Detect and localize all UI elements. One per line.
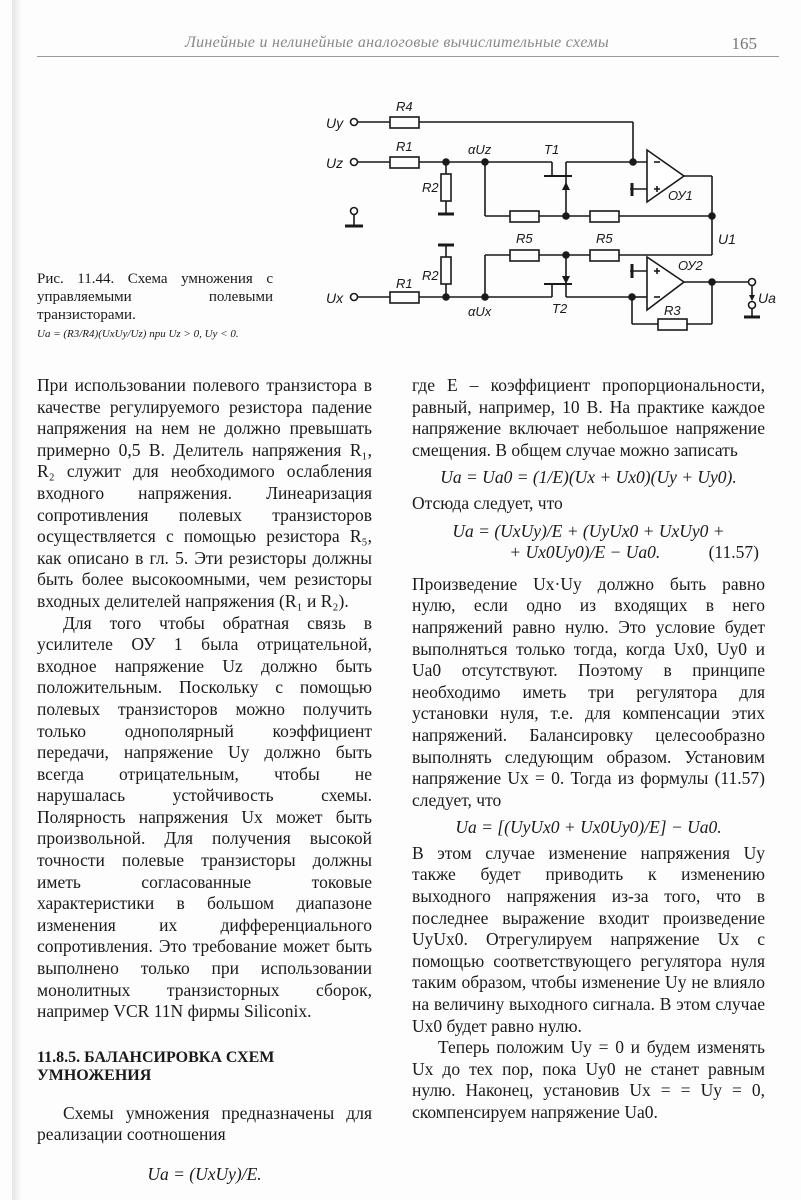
resistor-r5-left	[510, 250, 539, 261]
resistor-r5-mid	[590, 211, 619, 222]
formula: Ua = [(UyUx0 + Ux0Uy0)/E] − Ua0.	[455, 817, 722, 838]
resistor-r2-top	[441, 174, 451, 201]
figure-caption	[37, 270, 273, 343]
uz-terminal	[351, 159, 358, 166]
paragraph: При использовании полевого транзистора в качестве регулируемого резистора падение напряжения на нем не должно превышать примерно 0,5 В. Делитель напряжения R₁, R₂ служит для необходимого ослабления входного напряжения. Линеаризация сопротивления полевых транзисторов осуществляется с помощью резистора R₅, как описано в гл. 5. Эти резисторы должны быть более высокоомными, чем резисторы входных делителей напряжения (R₁ и R₂).	[37, 375, 372, 611]
label-r4: R4	[396, 99, 413, 114]
page-header	[37, 34, 779, 57]
uy-terminal	[351, 119, 358, 126]
paragraph: Схемы умножения предназначены для реализации соотношения	[37, 1102, 372, 1145]
label-r5-right: R5	[596, 231, 613, 246]
t1-arrow	[562, 182, 570, 190]
formula-11-57-line1: Ua = (UxUy)/E + (UyUx0 + UxUy0 +	[452, 520, 725, 541]
uy-input-branch	[351, 117, 634, 162]
paragraph: В этом случае изменение напряжения Uy также будет приводить к изменению выходного напряжения из-за того, что в последнее выражение входит произведение UyUx0. Отрегулируем напряжение Ux с помощью соответствующего регулятора нуля таким образом, чтобы изменение Uy не влияло на величину выходного сигнала. В этом случае Ux0 будет равно нулю.	[412, 842, 765, 1036]
ux-terminal	[351, 294, 358, 301]
multiplier-circuit-diagram	[322, 92, 782, 372]
paragraph: Произведение Ux·Uy должно быть равно нулю, если одно из входящих в него напряжений равно нулю. Это условие будет выполняться только тогда, когда Ux0, Uy0 и Ua0 отсутствуют. Поэтому в принципе необходимо иметь три регулятора для установки нуля, т.е. для компенсации этих напряжений. Балансировку целесообразно выполнять следующим образом. Установим напряжение Ux = 0. Тогда из формулы (11.57) следует, что	[412, 573, 765, 810]
label-alpha-uz: αUz	[468, 142, 492, 157]
formula: Ua = (UxUy)/E.	[147, 1164, 262, 1184]
label-t2: T2	[552, 301, 568, 316]
resistor-r1-top	[390, 157, 419, 168]
page-number: 165	[731, 34, 757, 53]
right-column	[412, 375, 765, 1124]
resistor-r2-bottom	[441, 257, 451, 284]
label-r2-top: R2	[422, 180, 439, 195]
label-r1-bottom: R1	[396, 276, 413, 291]
paragraph: Отсюда следует, что	[412, 492, 563, 513]
section-heading: 11.8.5. БАЛАНСИРОВКА СХЕМ УМНОЖЕНИЯ	[37, 1048, 275, 1084]
label-alpha-ux: αUx	[468, 304, 492, 319]
label-op2: ОУ2	[678, 258, 703, 273]
formula-11-57-line2	[412, 542, 765, 564]
label-r5-left: R5	[516, 231, 533, 246]
page-edge-shadow	[12, 0, 22, 1200]
label-uz: Uz	[326, 155, 344, 171]
label-r3: R3	[664, 303, 681, 318]
resistor-r4	[390, 117, 419, 128]
label-u1: U1	[718, 231, 736, 247]
label-ua: Ua	[758, 290, 776, 306]
circuit-figure	[322, 92, 782, 372]
formula: Ua = Ua0 = (1/E)(Ux + Ux0)(Uy + Uy0).	[440, 467, 737, 488]
resistor-r5-right	[590, 250, 619, 261]
label-r2-bottom: R2	[422, 268, 439, 283]
label-uy: Uy	[326, 115, 344, 131]
formula-number: (11.57)	[708, 542, 759, 563]
ground-symbol	[345, 208, 363, 227]
resistor-r5-feedback-top	[510, 211, 539, 222]
resistor-r3	[658, 319, 687, 330]
formula-body: + Ux0Uy0)/E − Ua0.	[509, 542, 661, 563]
ua-terminal	[749, 279, 756, 286]
running-title: Линейные и нелинейные аналоговые вычислительные схемы	[185, 34, 610, 51]
resistor-r1-bottom	[390, 292, 419, 303]
label-t1: T1	[544, 142, 560, 157]
label-op1: ОУ1	[668, 188, 693, 203]
paragraph: Для того чтобы обратная связь в усилителе ОУ 1 была отрицательной, входное напряжение Uz должно быть положительным. Поскольку с помощью полевых транзисторов можно получить только однополярный коэффициент передачи, напряжение Uy должно быть всегда отрицательным, чтобы не нарушалась устойчивость схемы. Полярность напряжения Ux может быть произвольной. Для получения высокой точности полевые транзисторы должны иметь согласованные токовые характеристики в большом диапазоне изменения их дифференциального сопротивления. Это требование может быть выполнено только при использовании монолитных транзисторных сборок, например VCR 11N фирмы Siliconix.	[37, 612, 372, 1022]
left-column	[37, 375, 372, 1190]
paragraph: где E – коэффициент пропорциональности, равный, например, 10 В. На практике каждое напряжение включает небольшое напряжение смещения. В общем случае можно записать	[412, 375, 765, 460]
caption-formula: Ua = (R3/R4)(UxUy/Uz) при Uz > 0, Uy < 0.	[37, 328, 239, 340]
t2-arrow	[562, 276, 570, 284]
label-r1-top: R1	[396, 139, 413, 154]
caption-title: Рис. 11.44. Схема умножения с управляемыми полевыми транзисторами.	[37, 271, 273, 323]
label-ux: Ux	[326, 290, 344, 306]
paragraph: Теперь положим Uy = 0 и будем изменять Ux до тех пор, пока Uy0 не станет равным нулю. Наконец, установив Ux = = Uy = 0, скомпенсируем напряжение Ua0.	[412, 1037, 765, 1122]
